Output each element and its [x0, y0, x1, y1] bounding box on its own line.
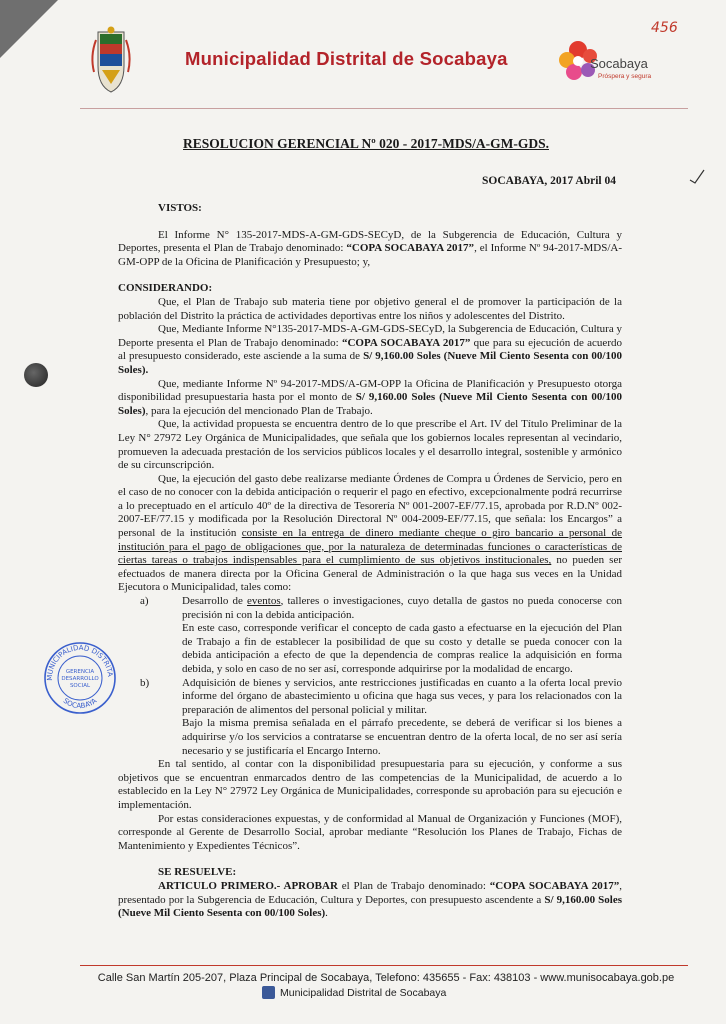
svg-text:GERENCIA: GERENCIA: [65, 669, 95, 675]
folded-corner: [0, 0, 58, 58]
considerando-paragraph-3: Que, mediante Informe Nº 94-2017-MDS/A-GM-OPP la Oficina de Planificación y Presupuesto otorga disponibilidad presupuestaria hasta por el monto de S/ 9,160.00 Soles (Nueve Mil Ciento Sesenta con 00/100 Soles), para la ejecución del mencionado Plan de Trabajo.: [118, 377, 622, 417]
encargo-list: [118, 595, 622, 758]
footer-org-label: Municipalidad Distrital de Socabaya: [280, 986, 447, 999]
considerando-paragraph-2: Que, Mediante Informe N°135-2017-MDS-A-GM-GDS-SECyD, la Subgerencia de Educación, Cultura y Deporte presenta el Plan de Trabajo denominado: “COPA SOCABAYA 2017” que para su ejecución de acuerdo al presupuesto considerado, este asciende a la suma de S/ 9,160.00 Soles (Nueve Mil Ciento Sesenta con 00/100 Soles).: [118, 323, 622, 376]
list-item: b) Adquisición de bienes y servicios, ante restricciones justificadas en cuanto a la oferta local previo informe del órgano de abastecimiento u oficina que haga sus veces, y para los relacionados con la preparación de alimentos del personal policial y militar. Bajo la misma premisa señalada en el párrafo precedente, se deberá de verificar si los bienes a adquirirse y/o los servicios a contratarse se encuentran dentro de la oferta local, de no ser así sería necesario y se justificaría el Encargo Interno.: [140, 676, 622, 757]
resolution-title: RESOLUCION GERENCIAL Nº 020 - 2017-MDS/A-GM-GDS.: [183, 136, 549, 151]
svg-text:SOCIAL: SOCIAL: [69, 683, 91, 689]
punch-hole: [24, 363, 48, 387]
municipal-crest-icon: [88, 26, 134, 96]
check-mark-icon: [688, 168, 706, 184]
footer-organization: [262, 986, 446, 999]
svg-text:MUNICIPALIDAD DISTRITAL: MUNICIPALIDAD DISTRITA: [45, 643, 115, 681]
footer-divider: [80, 965, 688, 966]
header-divider: [80, 108, 688, 109]
vistos-paragraph: El Informe N° 135-2017-MDS-A-GM-GDS-SECyD, de la Subgerencia de Educación, Cultura y Deportes, presenta el Plan de Trabajo denominado: “COPA SOCABAYA 2017”, el Informe Nº 94-2017-MDS/A-GM-OPP de la Oficina de Planificación y Presupuesto; y,: [118, 228, 622, 268]
articulo-primero: ARTICULO PRIMERO.- APROBAR el Plan de Trabajo denominado: “COPA SOCABAYA 2017”, presentado por la Subgerencia de Educación, Cultura y Deportes, con presupuesto ascendente a S/ 9,160.00 Soles (Nueve Mil Ciento Sesenta con 00/100 Soles).: [118, 879, 622, 920]
vistos-heading: VISTOS:: [158, 202, 202, 214]
svg-text:SOCABAYA: SOCABAYA: [61, 696, 99, 711]
considerando-paragraph-6: En tal sentido, al contar con la disponibilidad presupuestaria para su ejecución, y conforme a sus objetivos que se encuentran enmarcados dentro de las competencias de la Municipalidad, de acuerdo a lo establecido en la Ley N° 27972 Ley Orgánica de Municipalidades, corresponde su aprobación para su ejecución e implementación.: [118, 758, 622, 811]
handwritten-page-number: 456: [651, 20, 678, 36]
document-body: [118, 202, 622, 921]
resuelve-heading: SE RESUELVE:: [158, 866, 237, 879]
official-stamp: [42, 640, 118, 716]
considerando-paragraph-5: Que, la ejecución del gasto debe realizarse mediante Órdenes de Compra u Órdenes de Servicio, pero en el caso de no conocer con la debida anticipación o requerir el pago en efectivo, excepcionalmente podrá recurrirse a lo preceptuado en el artículo 40º de la directiva de Tesorería Nº 001-2007-EF/77.15, aprobada por R.D.Nº 002-2007-EF/77.15 y modificada por la Resolución Directoral Nº 004-2009-EF/77.15, que señala: los Encargos” a personal de la institución consiste en la entrega de dinero mediante cheque o giro bancario a personal de institución para el pago de obligaciones que, por la naturaleza de determinadas funciones o características de ciertas tareas o trabajos indispensables para el cumplimiento de sus objetivos institucionales, no pueden ser efectuados de manera directa por la Oficina General de Administración o la que haga sus veces en la Unidad Ejecutora o Municipalidad, tales como:: [118, 472, 623, 594]
considerando-paragraph-7: Por estas consideraciones expuestas, y de conformidad al Manual de Organización y Funciones (MOF), corresponde al Gerente de Desarrollo Social, aprobar mediante “Resolución los Planes de Trabajo, Fichas de Mantenimiento y Expedientes Técnicos”.: [118, 812, 622, 852]
footer-address: Calle San Martín 205-207, Plaza Principal de Socabaya, Telefono: 435655 - Fax: 438103 - www.munisocabaya.gob.pe: [97, 972, 675, 984]
brand-slogan: Próspera y segura: [598, 73, 652, 80]
svg-text:DESARROLLO: DESARROLLO: [61, 676, 99, 682]
municipality-title: Municipalidad Distrital de Socabaya: [185, 48, 508, 69]
considerando-heading: CONSIDERANDO:: [118, 282, 213, 295]
considerando-paragraph-1: Que, el Plan de Trabajo sub materia tiene por objetivo general el de promover la participación de la población del Distrito la práctica de actividades deportivas entre los niños y adolescentes del Distrito.: [118, 295, 622, 322]
brand-name: Socabaya: [590, 56, 648, 71]
resolution-date: SOCABAYA, 2017 Abril 04: [482, 175, 616, 187]
list-item: a) Desarrollo de eventos, talleres o investigaciones, cuyo detalla de gastos no pueda conocerse con precisión ni con la debida anticipación. En este caso, corresponde verificar el concepto de cada gasto a efectuarse en la ejecución del Plan de Trabajo a fin de establecer la posibilidad de que su costo y detalle se pueda conocer con la debida anticipación a efecto de que la dependencia de compras realice la adquisición en forma debida, y solo en caso de no ser así, corresponde adquirirse por la modalidad de encargo.: [140, 595, 622, 675]
considerando-paragraph-4: Que, la actividad propuesta se encuentra dentro de lo que prescribe el Art. IV del Título Preliminar de la Ley N° 27972 Ley Orgánica de Municipalidades, que señala que los gobiernos locales representan al vecindario, promueven la adecuada prestación de los servicios públicos locales y el desarrollo integral, sostenible y armónico de su circunscripción.: [118, 418, 622, 472]
facebook-icon: [262, 986, 275, 999]
